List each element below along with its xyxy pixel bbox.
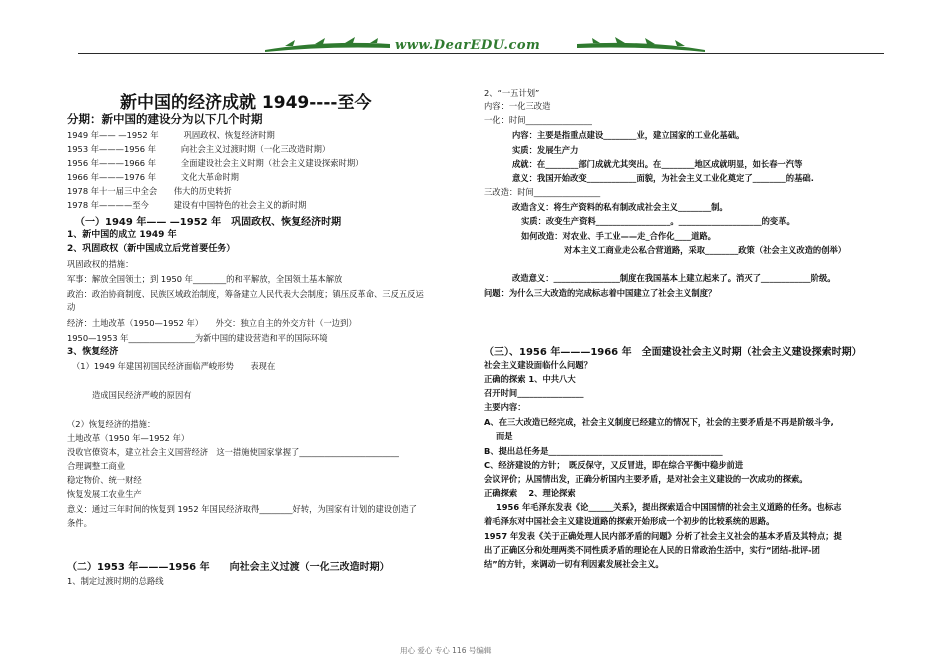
section-3-text: A、在三大改造已经完成，社会主义制度已经建立的情况下，社会的主要矛盾是不再是阶级斗争, [484,417,834,427]
section-1-text: 军事：解放全国领土；到 1950 年________的和平解放，全国领土基本解放 [67,274,343,284]
section-3-text: 1956 年毛泽东发表《论______关系》，提出探索适合中国国情的社会主义道路的任务。也标志 [496,502,842,512]
period-item: 1978 年————至今 建设有中国特色的社会主义的新时期 [67,200,307,210]
section-1-text: 造成国民经济严峻的原因有 [92,390,192,400]
section-1-text: 1950—1953 年________________为新中国的建设营造和平的国际环境 [67,333,328,343]
plan-text: 内容：一化三改造 [484,101,551,111]
plan-text: 改造意义：________________制度在我国基本上建立起来了。消灭了____________阶级。 [512,273,836,283]
period-item: 1956 年———1966 年 全面建设社会主义时期（社会主义建设探索时期） [67,158,364,168]
section-3-text: 1957 年发表《关于正确处理人民内部矛盾的问题》分析了社会主义社会的基本矛盾及其特点；提 [484,531,842,541]
section-1-item: 1、新中国的成立 1949 年 [67,230,177,240]
period-item: 1949 年—— —1952 年 巩固政权、恢复经济时期 [67,130,275,140]
section-1-text: 巩固政权的措施： [67,259,134,269]
section-2-title: （二）1953 年———1956 年 向社会主义过渡（一化三改造时期） [67,562,390,573]
section-3-text: 结”的方针，来调动一切有利因素发展社会主义。 [484,559,664,569]
section-3-text: C、经济建设的方针； 既反保守，又反冒进，即在综合平衡中稳步前进 [484,460,744,470]
section-1-item: 3、恢复经济 [67,347,119,357]
page-footer: 用心 爱心 专心 116 号编辑 [400,646,492,655]
section-1-text: 条件。 [67,518,92,528]
plan-text: 对本主义工商业走公私合营道路，采取________政策（社会主义改造的创举） [564,245,847,255]
plan-question: 问题：为什么三大改造的完成标志着中国建立了社会主义制度？ [484,288,717,298]
period-item: 1978 年十一届三中全会 伟大的历史转折 [67,186,232,196]
section-1-text: 政治：政治协商制度、民族区域政治制度，筹备建立人民代表大会制度；镇压反革命、三反五反运 [67,289,424,299]
section-1-text: 意义：通过三年时间的恢复到 1952 年国民经济取得________好转，为国家有计划的建设创造了 [67,504,417,514]
plan-text: 一化：时间________________ [484,115,592,125]
period-subtitle: 分期：新中国的建设分为以下几个时期 [67,112,263,126]
period-item: 1953 年———1956 年 向社会主义过渡时期（一化三改造时期） [67,144,331,154]
section-3-text: 会议评价；从国情出发，正确分析国内主要矛盾，是对社会主义建设的一次成功的探索。 [484,474,808,484]
section-1-text: 稳定物价、统一财经 [67,475,142,485]
section-1-text: 土地改革（1950 年—1952 年） [67,433,190,443]
plan-text: 实质：发展生产力 [512,145,579,155]
header-logo-text: www.DearEDU.com [395,38,541,53]
section-3-text: 而是 [496,431,513,441]
page-title: 新中国的经济成就 1949----至今 [120,93,372,113]
section-2-text: 1、制定过渡时期的总路线 [67,576,164,586]
plan-text: 成就：在________部门成就尤其突出。在________地区成就明显，如长春一汽等 [512,159,803,169]
section-1-text: 恢复发展工农业生产 [67,489,142,499]
section-1-item: 2、巩固政权（新中国成立后党首要任务） [67,244,236,254]
section-1-text: 经济：土地改革（1950—1952 年） 外交：独立自主的外交方针（一边到） [67,318,357,328]
section-1-text: （1）1949 年建国初国民经济面临严峻形势 表现在 [72,361,276,371]
section-3-text: 正确探索 2、理论探索 [484,488,576,498]
section-3-title: （三）、1956 年———1966 年 全面建设社会主义时期（社会主义建设探索时期） [484,347,862,358]
section-3-text: 社会主义建设面临什么问题？ [484,360,592,370]
section-3-text: B、提出总任务是__________________________________________ [484,446,723,456]
plan-text: 内容：主要是指重点建设________业，建立国家的工业化基础。 [512,130,745,140]
section-1-text: （2）恢复经济的措施： [67,419,156,429]
plan-text: 改造含义：将生产资料的私有制改成社会主义________制。 [512,202,728,212]
section-3-text: 主要内容： [484,402,526,412]
plan-text: 实质：改变生产资料__________________。____________________的变革。 [521,216,795,226]
section-3-text: 召开时间________________ [484,388,584,398]
plan-text: 三改造：时间________________ [484,187,601,197]
section-1-text: 合理调整工商业 [67,461,126,471]
section-1-text: 动 [67,302,76,312]
section-3-text: 着毛泽东对中国社会主义建设道路的探索开始形成一个初步的比较系统的思路。 [484,516,775,526]
period-item: 1966 年———1976 年 文化大革命时期 [67,172,239,182]
plan-heading: 2、“一五计划” [484,88,540,98]
section-1-text: 没收官僚资本，建立社会主义国营经济 这一措施使国家掌握了________________________ [67,447,399,457]
section-3-text: 出了正确区分和处理两类不同性质矛盾的理论在人民的日常政治生活中，实行“团结-批评-团 [484,545,820,555]
section-3-text: 正确的探索 1、中共八大 [484,374,576,384]
plan-text: 如何改造：对农业、手工业——走_合作化____道路。 [521,231,716,241]
plan-text: 意义：我国开始改变____________面貌，为社会主义工业化奠定了________的基础. [512,173,814,183]
section-1-title: （一）1949 年—— —1952 年 巩固政权、恢复经济时期 [75,217,342,228]
